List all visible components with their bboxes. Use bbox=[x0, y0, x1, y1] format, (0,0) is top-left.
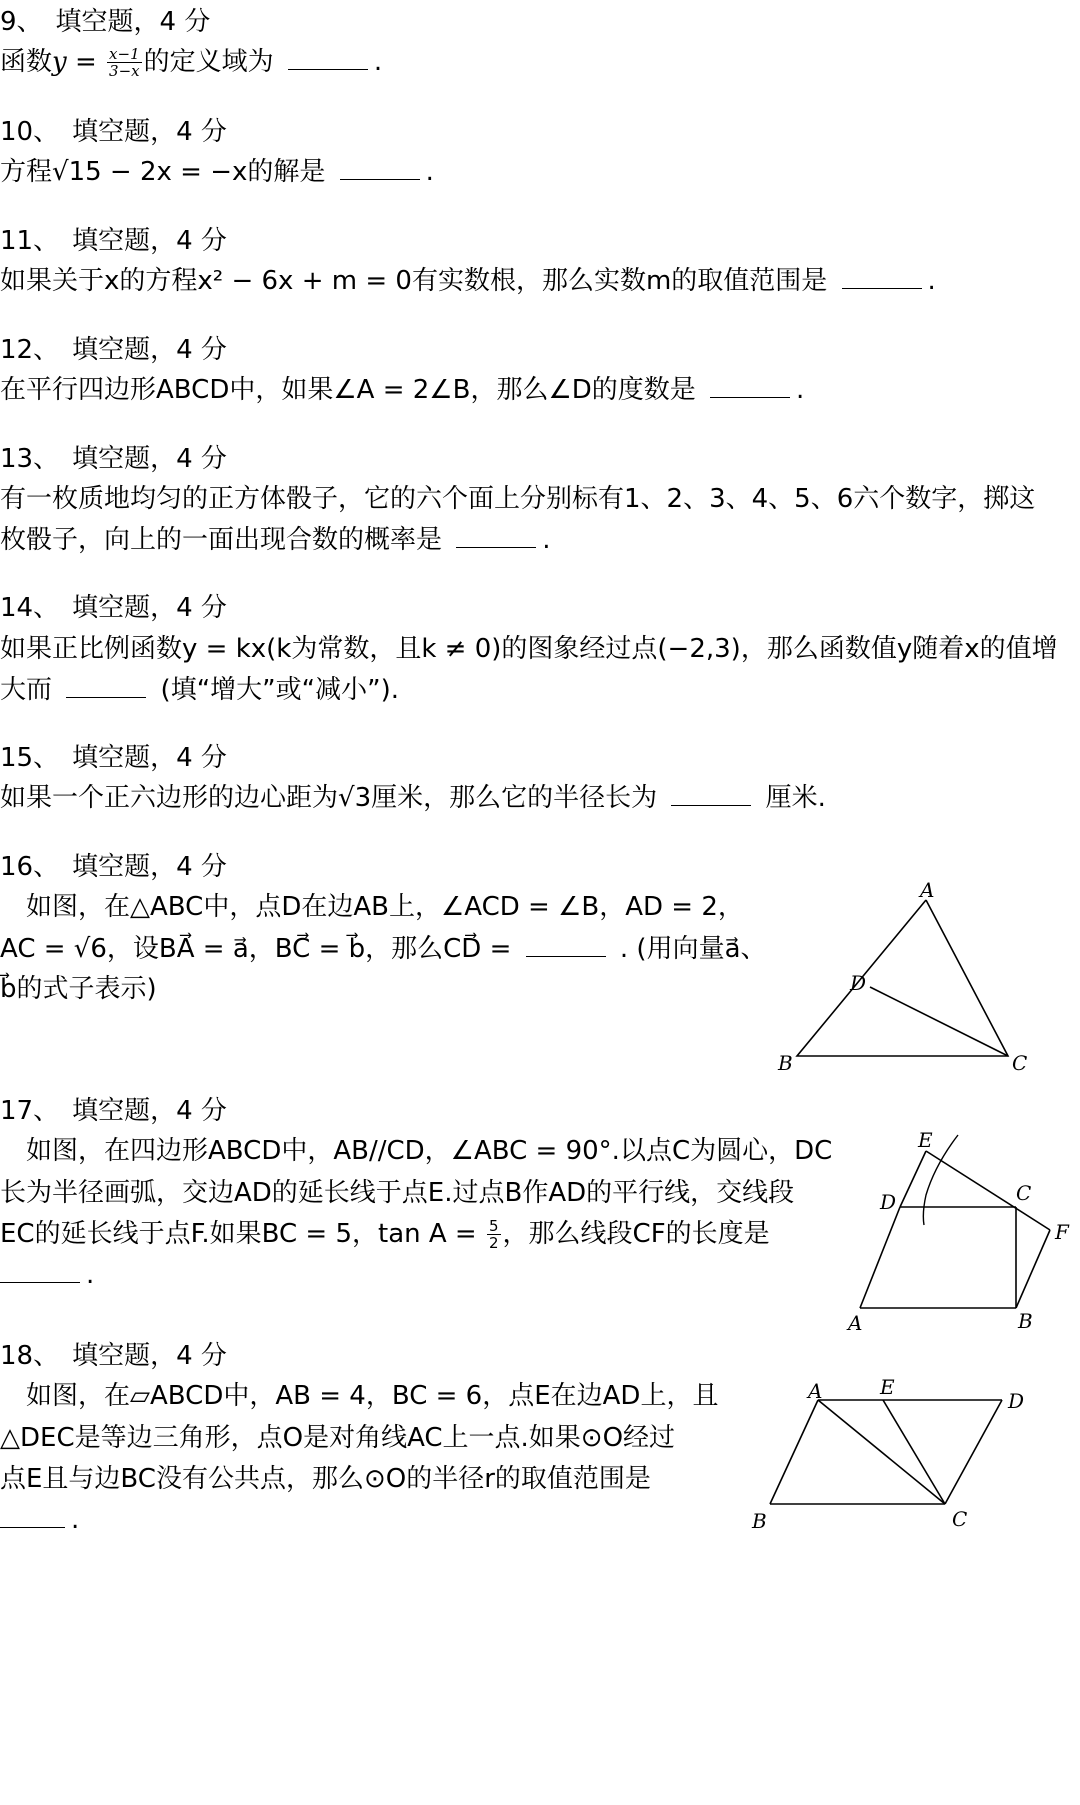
label-A: A bbox=[848, 1311, 863, 1335]
label-E: E bbox=[880, 1375, 895, 1399]
answer-blank[interactable] bbox=[842, 266, 922, 289]
q14-line2a: 大而 bbox=[0, 675, 53, 705]
q16-line3: b⃗的式子表示) bbox=[0, 974, 157, 1004]
q12-end: . bbox=[796, 375, 805, 405]
q18-header: 18、 填空题，4 分 bbox=[0, 1341, 227, 1371]
q9-end: . bbox=[373, 47, 383, 77]
label-C: C bbox=[1016, 1181, 1032, 1205]
q10-text: 方程√15 − 2x = −x的解是 bbox=[0, 157, 326, 187]
q17-end: . bbox=[86, 1260, 95, 1290]
label-C: C bbox=[952, 1507, 968, 1531]
label-A: A bbox=[808, 1379, 823, 1403]
q9-text: 函数y = $\frac{x-1}{3-x}$ 的定义域为 . bbox=[0, 45, 383, 80]
label-B: B bbox=[778, 1051, 793, 1075]
q14-header: 14、 填空题，4 分 bbox=[0, 593, 227, 623]
q18-line4-row bbox=[0, 1503, 79, 1537]
answer-blank[interactable] bbox=[456, 525, 536, 548]
q14-line2-row bbox=[0, 673, 399, 707]
q10-end: . bbox=[425, 157, 434, 187]
q18-line1: 如图，在▱ABCD中，AB = 4，BC = 6，点E在边AD上，且 bbox=[0, 1381, 719, 1411]
answer-blank[interactable] bbox=[0, 1505, 65, 1528]
answer-blank[interactable] bbox=[671, 783, 751, 806]
answer-blank[interactable] bbox=[526, 934, 606, 957]
label-D: D bbox=[850, 971, 867, 995]
q9-suffix: 的定义域为 bbox=[143, 47, 274, 77]
answer-blank[interactable] bbox=[340, 157, 420, 180]
q18-line3: 点E且与边BC没有公共点，那么⊙O的半径r的取值范围是 bbox=[0, 1464, 651, 1494]
q15-text-row bbox=[0, 781, 826, 815]
q17-figure bbox=[848, 1125, 1075, 1335]
answer-blank[interactable] bbox=[66, 675, 146, 698]
q17-frac-num: 5 bbox=[489, 1217, 499, 1235]
q11-text-row bbox=[0, 264, 936, 298]
q17-line4-row bbox=[0, 1258, 94, 1292]
label-C: C bbox=[1012, 1051, 1028, 1075]
q11-end: . bbox=[927, 266, 936, 296]
q17-line3a: EC的延长线于点F.如果BC = 5，tan A = bbox=[0, 1219, 477, 1249]
label-B: B bbox=[752, 1509, 767, 1533]
q9-header: 9、 填空题，4 分 bbox=[0, 7, 211, 37]
q18-figure bbox=[740, 1370, 1070, 1550]
q16-line2-row bbox=[0, 932, 767, 966]
q17-frac-den: 2 bbox=[489, 1234, 499, 1252]
q17-line1: 如图，在四边形ABCD中，AB//CD，∠ABC = 90°.以点C为圆心，DC bbox=[0, 1136, 833, 1166]
q17-fraction bbox=[487, 1218, 501, 1251]
q13-header: 13、 填空题，4 分 bbox=[0, 444, 227, 474]
q14-line1: 如果正比例函数y = kx(k为常数，且k ≠ 0)的图象经过点(−2,3)，那么函数值y随着x的值增 bbox=[0, 634, 1058, 664]
q16-header: 16、 填空题，4 分 bbox=[0, 852, 227, 882]
q17-line2: 长为半径画弧，交边AD的延长线于点E.过点B作AD的平行线，交线段 bbox=[0, 1178, 795, 1208]
label-B: B bbox=[1018, 1309, 1033, 1333]
q15-text: 如果一个正六边形的边心距为√3厘米，那么它的半径长为 bbox=[0, 783, 658, 813]
q11-text: 如果关于x的方程x² − 6x + m = 0有实数根，那么实数m的取值范围是 bbox=[0, 266, 828, 296]
q18-line2: △DEC是等边三角形，点O是对角线AC上一点.如果⊙O经过 bbox=[0, 1423, 676, 1453]
q9-frac-num: x−1 bbox=[109, 45, 140, 63]
q17-line3-row bbox=[0, 1217, 770, 1251]
label-D: D bbox=[1008, 1389, 1025, 1413]
q16-line2a: AC = √6，设BA⃗ = a⃗，BC⃗ = b⃗，那么CD⃗ = bbox=[0, 934, 512, 964]
q17-line3b: ，那么线段CF的长度是 bbox=[502, 1219, 770, 1249]
q14-line2b: (填“增大”或“减小”). bbox=[160, 675, 399, 705]
q16-figure bbox=[770, 880, 1070, 1080]
label-A: A bbox=[920, 878, 935, 902]
q13-line2-row bbox=[0, 523, 551, 557]
label-F: F bbox=[1055, 1220, 1069, 1244]
q9-frac-den: 3−x bbox=[109, 62, 140, 80]
q17-header: 17、 填空题，4 分 bbox=[0, 1096, 227, 1126]
q16-line1: 如图，在△ABC中，点D在边AB上，∠ACD = ∠B，AD = 2， bbox=[0, 892, 744, 922]
q11-header: 11、 填空题，4 分 bbox=[0, 226, 227, 256]
answer-blank[interactable] bbox=[710, 375, 790, 398]
q9-fraction bbox=[107, 46, 142, 79]
q12-header: 12、 填空题，4 分 bbox=[0, 335, 227, 365]
q10-text-row bbox=[0, 155, 434, 189]
answer-blank[interactable] bbox=[0, 1260, 80, 1283]
q18-end: . bbox=[71, 1505, 80, 1535]
label-E: E bbox=[918, 1128, 933, 1152]
answer-blank[interactable] bbox=[288, 47, 368, 70]
q10-header: 10、 填空题，4 分 bbox=[0, 117, 227, 147]
q15-end: 厘米. bbox=[765, 783, 826, 813]
q13-line2: 枚骰子，向上的一面出现合数的概率是 bbox=[0, 525, 443, 555]
q12-text-row bbox=[0, 373, 804, 407]
label-D: D bbox=[880, 1190, 897, 1214]
q12-text: 在平行四边形ABCD中，如果∠A = 2∠B，那么∠D的度数是 bbox=[0, 375, 696, 405]
q9-prefix: 函数 bbox=[0, 47, 53, 77]
q16-line2b: . (用向量a⃗、 bbox=[619, 934, 767, 964]
q13-end: . bbox=[542, 525, 551, 555]
q13-line1: 有一枚质地均匀的正方体骰子，它的六个面上分别标有1、2、3、4、5、6六个数字，掷这 bbox=[0, 484, 1036, 514]
q15-header: 15、 填空题，4 分 bbox=[0, 743, 227, 773]
